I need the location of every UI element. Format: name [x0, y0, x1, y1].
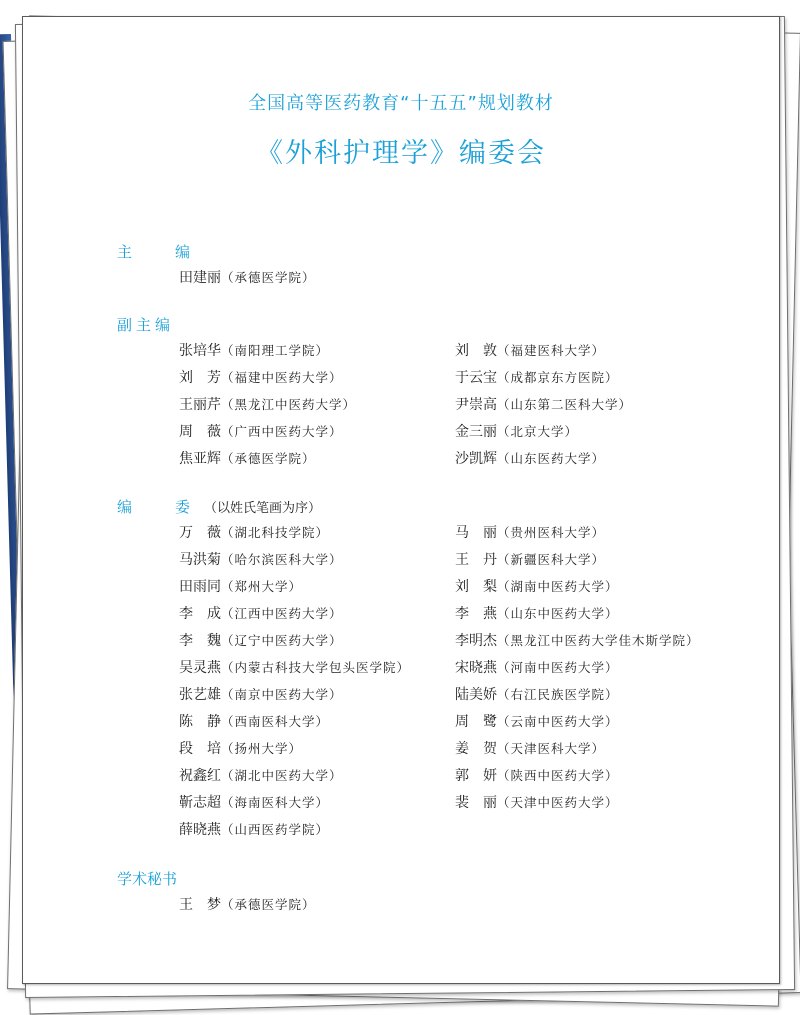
- member-name: 李 成: [179, 606, 221, 622]
- member-entry: [179, 792, 329, 812]
- member-entry: [179, 630, 343, 650]
- member-affiliation: （山西医药学院）: [221, 822, 330, 837]
- member-entry: [455, 522, 605, 542]
- member-name: 于云宝: [455, 370, 497, 386]
- member-name: 李 魏: [179, 633, 221, 649]
- member-name: 周 鹭: [455, 714, 497, 730]
- member-name: 王丽芹: [179, 397, 221, 413]
- member-entry: [455, 684, 619, 704]
- member-entry: [455, 711, 619, 731]
- member-affiliation: （海南医科大学）: [221, 795, 330, 810]
- member-name: 吴灵燕: [179, 660, 221, 676]
- book-title: 《外科护理学》编委会: [256, 138, 546, 169]
- member-name: 王 梦: [179, 897, 221, 913]
- member-name: 张培华: [179, 343, 221, 359]
- member-name: 王 丹: [455, 552, 497, 568]
- member-affiliation: （黑龙江中医药大学佳木斯学院）: [497, 633, 700, 648]
- member-name: 薛晓燕: [179, 822, 221, 838]
- member-affiliation: （河南中医药大学）: [497, 660, 619, 675]
- secretary-heading: 学术秘书: [117, 870, 178, 888]
- member-entry: [179, 340, 329, 360]
- member-entry: [179, 657, 410, 677]
- member-name: 马 丽: [455, 525, 497, 541]
- document-page: [22, 16, 780, 984]
- member-entry: [179, 603, 343, 623]
- member-affiliation: （哈尔滨医科大学）: [221, 552, 343, 567]
- member-entry: [179, 394, 356, 414]
- member-entry: [179, 711, 329, 731]
- member-affiliation: （山东中医药大学）: [497, 606, 619, 621]
- member-entry: [455, 394, 632, 414]
- member-affiliation: （内蒙古科技大学包头医学院）: [221, 660, 411, 675]
- member-name: 金三丽: [455, 424, 497, 440]
- secretary-entry: [179, 894, 316, 914]
- member-name: 田建丽: [179, 270, 221, 286]
- member-affiliation: （南阳理工学院）: [221, 343, 330, 358]
- member-entry: [179, 448, 316, 468]
- member-name: 陆美娇: [455, 687, 497, 703]
- member-name: 万 薇: [179, 525, 221, 541]
- member-affiliation: （黑龙江中医药大学）: [221, 397, 357, 412]
- member-name: 马洪菊: [179, 552, 221, 568]
- member-affiliation: （成都京东方医院）: [497, 370, 619, 385]
- member-name: 郭 妍: [455, 768, 497, 784]
- member-name: 田雨同: [179, 579, 221, 595]
- member-name: 宋晓燕: [455, 660, 497, 676]
- member-entry: [179, 684, 343, 704]
- member-name: 祝鑫红: [179, 768, 221, 784]
- committee-note: （以姓氏笔画为序）: [204, 501, 322, 516]
- member-entry: [455, 657, 619, 677]
- member-affiliation: （广西中医药大学）: [221, 424, 343, 439]
- member-name: 刘 芳: [179, 370, 221, 386]
- chief-editor-heading: 主 编: [117, 243, 205, 261]
- member-affiliation: （天津中医药大学）: [497, 795, 619, 810]
- member-affiliation: （扬州大学）: [221, 741, 303, 756]
- member-name: 沙凯辉: [455, 451, 497, 467]
- member-entry: [455, 630, 700, 650]
- member-affiliation: （福建中医药大学）: [221, 370, 343, 385]
- series-title: 全国高等医药教育“十五五”规划教材: [248, 93, 554, 114]
- chief-editor-entry: [179, 267, 316, 287]
- member-name: 刘 梨: [455, 579, 497, 595]
- member-name: 尹崇高: [455, 397, 497, 413]
- member-entry: [179, 765, 343, 785]
- member-affiliation: （湖北中医药大学）: [221, 768, 343, 783]
- member-affiliation: （陕西中医药大学）: [497, 768, 619, 783]
- member-affiliation: （南京中医药大学）: [221, 687, 343, 702]
- member-name: 陈 静: [179, 714, 221, 730]
- member-entry: [455, 448, 605, 468]
- member-entry: [455, 792, 619, 812]
- member-entry: [179, 549, 343, 569]
- member-entry: [455, 367, 619, 387]
- member-affiliation: （北京大学）: [497, 424, 579, 439]
- member-affiliation: （新疆医科大学）: [497, 552, 606, 567]
- member-affiliation: （承德医学院）: [221, 270, 316, 285]
- member-affiliation: （山东第二医科大学）: [497, 397, 633, 412]
- member-entry: [455, 576, 619, 596]
- deputy-editor-heading: 副主编: [117, 316, 175, 334]
- member-entry: [455, 421, 578, 441]
- member-name: 周 薇: [179, 424, 221, 440]
- member-entry: [455, 738, 605, 758]
- member-entry: [179, 522, 329, 542]
- member-entry: [455, 549, 605, 569]
- member-affiliation: （湖南中医药大学）: [497, 579, 619, 594]
- member-affiliation: （湖北科技学院）: [221, 525, 330, 540]
- member-entry: [455, 765, 619, 785]
- member-name: 姜 贺: [455, 741, 497, 757]
- member-name: 裴 丽: [455, 795, 497, 811]
- member-entry: [179, 367, 343, 387]
- member-affiliation: （山东医药大学）: [497, 451, 606, 466]
- member-name: 刘 敦: [455, 343, 497, 359]
- member-name: 李 燕: [455, 606, 497, 622]
- member-affiliation: （承德医学院）: [221, 451, 316, 466]
- member-entry: [455, 340, 605, 360]
- member-affiliation: （郑州大学）: [221, 579, 303, 594]
- member-affiliation: （天津医科大学）: [497, 741, 606, 756]
- member-affiliation: （云南中医药大学）: [497, 714, 619, 729]
- member-name: 李明杰: [455, 633, 497, 649]
- member-affiliation: （右江民族医学院）: [497, 687, 619, 702]
- member-affiliation: （江西中医药大学）: [221, 606, 343, 621]
- member-entry: [179, 421, 343, 441]
- member-name: 焦亚辉: [179, 451, 221, 467]
- member-name: 靳志超: [179, 795, 221, 811]
- member-affiliation: （西南医科大学）: [221, 714, 330, 729]
- committee-heading: 编 委（以姓氏笔画为序）: [117, 498, 322, 516]
- member-entry: [179, 819, 329, 839]
- member-affiliation: （辽宁中医药大学）: [221, 633, 343, 648]
- member-entry: [179, 738, 302, 758]
- member-affiliation: （承德医学院）: [221, 897, 316, 912]
- member-affiliation: （贵州医科大学）: [497, 525, 606, 540]
- member-entry: [455, 603, 619, 623]
- member-affiliation: （福建医科大学）: [497, 343, 606, 358]
- member-name: 张艺雄: [179, 687, 221, 703]
- member-entry: [179, 576, 302, 596]
- member-name: 段 培: [179, 741, 221, 757]
